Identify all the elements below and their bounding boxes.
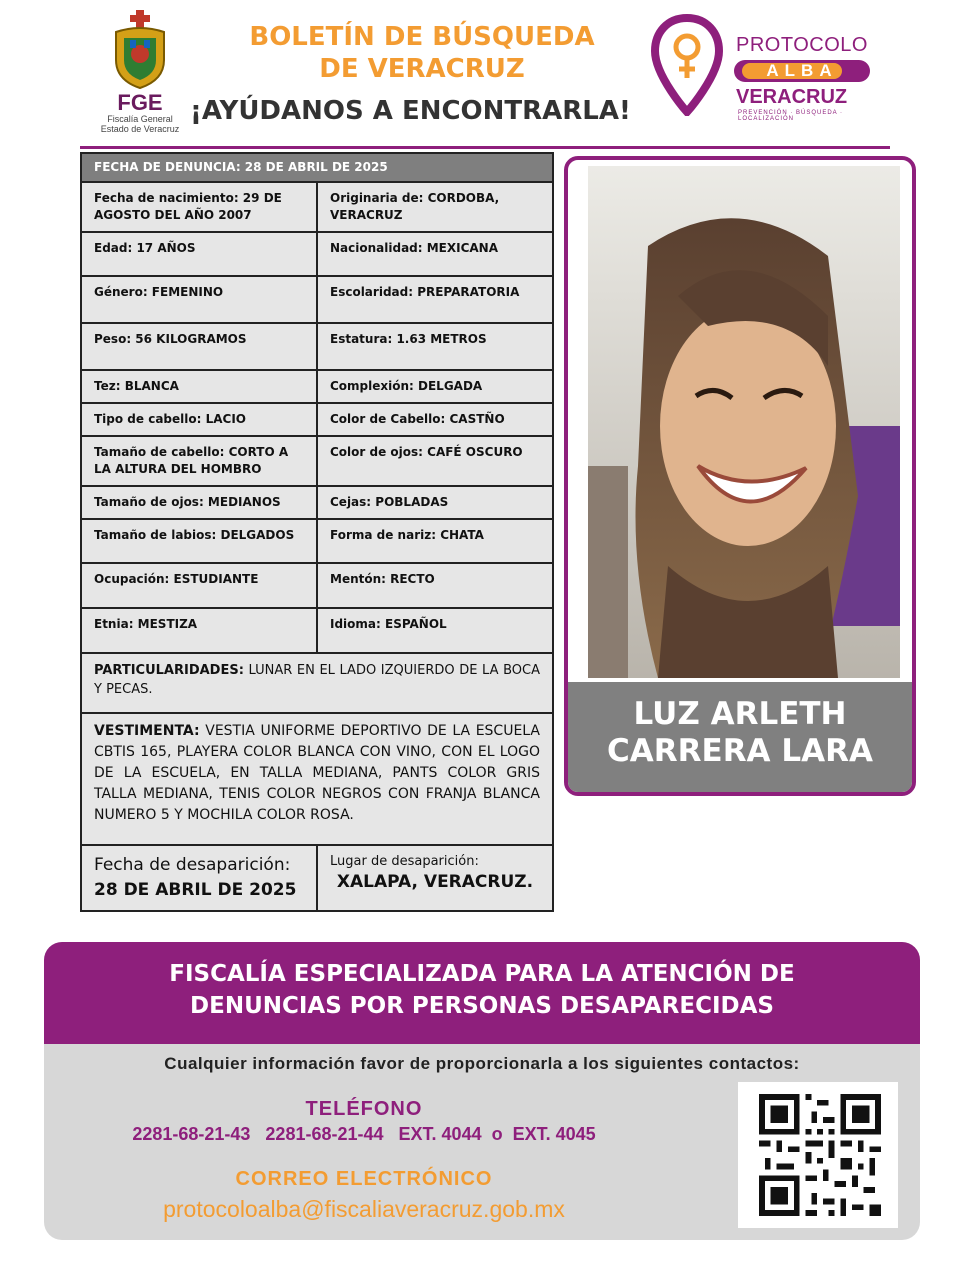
fge-logo	[90, 10, 190, 134]
person-name-line1: LUZ ARLETH	[633, 696, 847, 732]
fge-name-line1: Fiscalía General	[107, 114, 173, 124]
agency-line2: DENUNCIAS POR PERSONAS DESAPARECIDAS	[190, 993, 774, 1019]
eye-size: Tamaño de ojos: MEDIANOS	[81, 486, 317, 519]
disappearance-date-cell	[81, 845, 317, 911]
missing-person-photo	[588, 166, 900, 678]
protocolo-alba-logo	[650, 14, 890, 124]
skin-tone: Tez: BLANCA	[81, 370, 317, 403]
eyebrows: Cejas: POBLADAS	[317, 486, 553, 519]
disappearance-place-cell	[317, 845, 553, 911]
build: Complexión: DELGADA	[317, 370, 553, 403]
clothing-text: VESTIA UNIFORME DEPORTIVO DE LA ESCUELA CBTIS 165, PLAYERA COLOR BLANCA CON VINO, CON EL LOGO DE LA ESCUELA, EN TALLA MEDIANA, PANTS COLOR GRIS TALLA MEDIANA, TENIS COLOR NEGROS CON FRANJA BLANCA NUMERO 5 Y MOCHILA COLOR ROSA.	[94, 723, 540, 823]
hair-type: Tipo de cabello: LACIO	[81, 403, 317, 436]
agency-header	[44, 942, 920, 1044]
origin: Originaria de: CORDOBA, VERACRUZ	[317, 182, 553, 232]
ethnicity: Etnia: MESTIZA	[81, 608, 317, 653]
eye-color: Color de ojos: CAFÉ OSCURO	[317, 436, 553, 486]
hair-color: Color de Cabello: CASTÑO	[317, 403, 553, 436]
hair-length: Tamaño de cabello: CORTO A LA ALTURA DEL HOMBRO	[81, 436, 317, 486]
disappearance-place-value: XALAPA, VERACRUZ.	[336, 872, 534, 892]
bulletin-subtitle: ¡AYÚDANOS A ENCONTRARLA!	[190, 96, 631, 126]
clothing-label: VESTIMENTA:	[94, 723, 200, 739]
agency-line1: FISCALÍA ESPECIALIZADA PARA LA ATENCIÓN DE	[169, 961, 795, 987]
protocolo-label: PROTOCOLO	[736, 34, 868, 56]
person-name-line2: CARRERA LARA	[607, 733, 873, 769]
alba-label-pill	[734, 60, 870, 82]
email-label: CORREO ELECTRÓNICO	[235, 1168, 493, 1190]
qr-code[interactable]	[738, 1082, 898, 1228]
coat-of-arms-icon	[108, 10, 172, 90]
nationality: Nacionalidad: MEXICANA	[317, 232, 553, 276]
fge-name-line2: Estado de Veracruz	[100, 124, 180, 134]
particularities-text: LUNAR EN EL LADO IZQUIERDO DE LA BOCA Y PECAS.	[94, 663, 540, 697]
particularities	[81, 653, 553, 713]
chin: Mentón: RECTO	[317, 563, 553, 608]
header-divider	[80, 146, 890, 149]
extension-separator: o	[491, 1124, 503, 1144]
contact-intro: Cualquier información favor de proporcionarla a los siguientes contactos:	[164, 1054, 800, 1073]
email-link[interactable]: protocoloalba@fiscaliaveracruz.gob.mx	[163, 1196, 565, 1222]
fge-abbr: FGE	[117, 90, 163, 115]
contact-banner	[44, 942, 920, 1240]
gender: Género: FEMENINO	[81, 276, 317, 323]
phone-line	[44, 1124, 684, 1145]
phone-number-2[interactable]: 2281-68-21-44	[265, 1124, 384, 1144]
birth-date: Fecha de nacimiento: 29 DE AGOSTO DEL AÑO 2007	[81, 182, 317, 232]
alba-label: ALBA	[766, 61, 838, 80]
weight: Peso: 56 KILOGRAMOS	[81, 323, 317, 370]
protocolo-tagline: PREVENCIÓN · BÚSQUEDA · LOCALIZACIÓN	[738, 110, 844, 122]
disappearance-place-label: Lugar de desaparición:	[330, 854, 479, 869]
bulletin-title-line2: DE VERACRUZ	[319, 54, 525, 84]
particularities-label: PARTICULARIDADES:	[94, 663, 244, 678]
person-info-table	[80, 152, 554, 912]
phone-label: TELÉFONO	[305, 1098, 423, 1120]
clothing	[81, 713, 553, 845]
photo-card	[564, 156, 916, 796]
language: Idioma: ESPAÑOL	[317, 608, 553, 653]
extension-2: EXT. 4045	[512, 1124, 596, 1144]
phone-number-1[interactable]: 2281-68-21-43	[132, 1124, 251, 1144]
bulletin-title-line1: BOLETÍN DE BÚSQUEDA	[249, 22, 595, 52]
person-name-box	[568, 682, 912, 792]
nose-shape: Forma de nariz: CHATA	[317, 519, 553, 563]
age: Edad: 17 AÑOS	[81, 232, 317, 276]
extension-1: EXT. 4044	[398, 1124, 482, 1144]
lip-size: Tamaño de labios: DELGADOS	[81, 519, 317, 563]
report-date: FECHA DE DENUNCIA: 28 DE ABRIL DE 2025	[81, 153, 553, 182]
veracruz-label: VERACRUZ	[736, 86, 848, 108]
qr-code-icon	[758, 1094, 882, 1216]
occupation: Ocupación: ESTUDIANTE	[81, 563, 317, 608]
location-pin-female-icon	[650, 14, 724, 116]
schooling: Escolaridad: PREPARATORIA	[317, 276, 553, 323]
disappearance-date-value: 28 DE ABRIL DE 2025	[94, 880, 297, 900]
height: Estatura: 1.63 METROS	[317, 323, 553, 370]
disappearance-date-label: Fecha de desaparición:	[94, 855, 291, 875]
